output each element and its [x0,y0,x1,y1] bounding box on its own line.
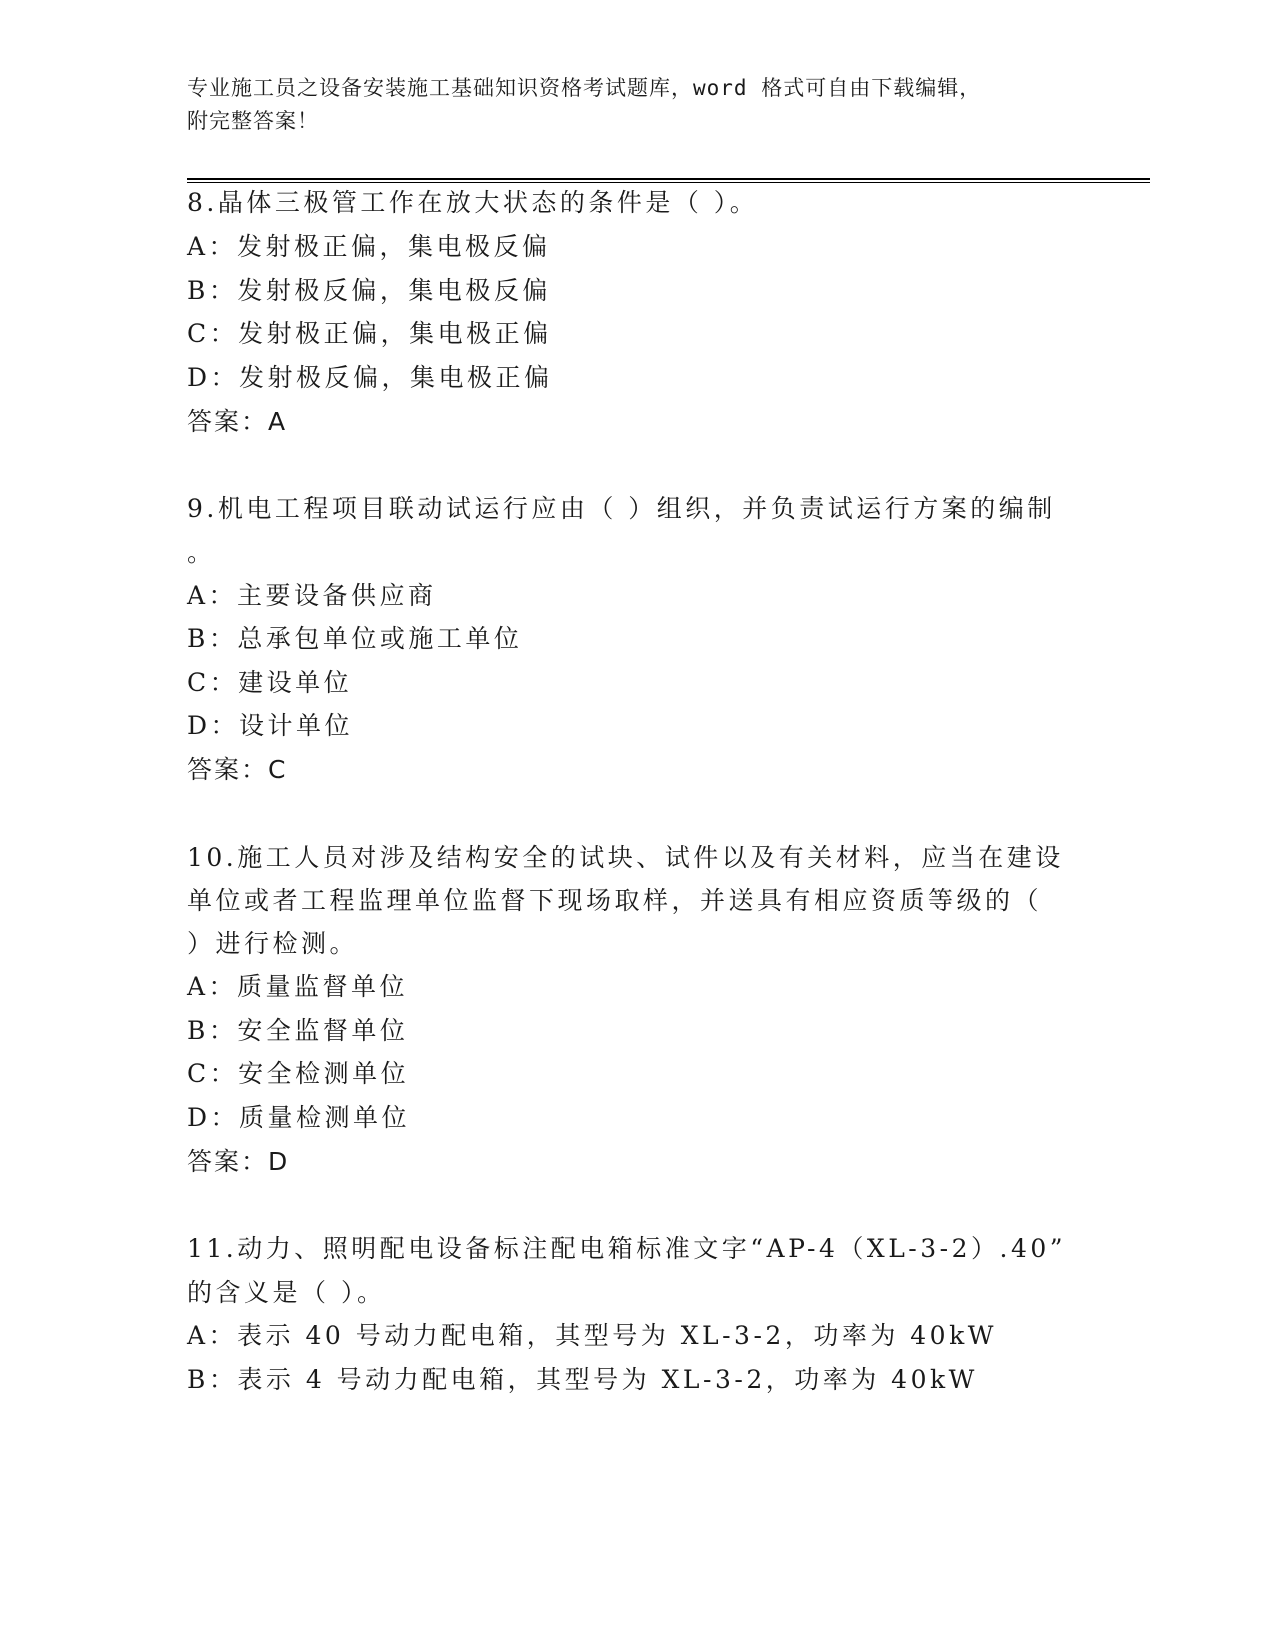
question-11-text-line-2: 的含义是（ ）。 [187,1278,386,1307]
question-9-option-d: D：设计单位 [187,711,354,740]
question-9-option-c: C：建设单位 [187,668,353,697]
header-line-2: 附完整答案！ [187,109,319,133]
question-8-text: 8.晶体三极管工作在放大状态的条件是（ ）。 [187,188,759,217]
question-9-option-a: A：主要设备供应商 [187,581,437,610]
question-11-option-a: A：表示 40 号动力配电箱，其型号为 XL-3-2，功率为 40kW [187,1321,997,1350]
question-11-option-b: B：表示 4 号动力配电箱，其型号为 XL-3-2，功率为 40kW [187,1365,978,1394]
question-10-option-c: C：安全检测单位 [187,1059,410,1088]
question-10-answer: 答案：D [187,1147,290,1176]
question-10-option-a: A：质量监督单位 [187,972,409,1001]
document-header [187,72,1067,138]
header-divider-thick [187,178,1150,180]
question-8-option-b: B：发射极反偏，集电极反偏 [187,276,551,305]
question-10-text-line-1: 10.施工人员对涉及结构安全的试块、试件以及有关材料，应当在建设 [187,843,1064,872]
question-10-option-b: B：安全监督单位 [187,1016,409,1045]
question-8-option-d: D：发射极反偏，集电极正偏 [187,363,553,392]
question-8-option-a: A：发射极正偏，集电极反偏 [187,232,551,261]
question-10-text-line-3: ）进行检测。 [187,929,359,958]
question-9-answer: 答案：C [187,755,288,784]
question-9-option-b: B：总承包单位或施工单位 [187,624,523,653]
question-10-option-d: D：质量检测单位 [187,1103,411,1132]
question-9-text-line-1: 9.机电工程项目联动试运行应由（ ）组织，并负责试运行方案的编制 [187,494,1056,523]
header-line-1: 专业施工员之设备安装施工基础知识资格考试题库，word 格式可自由下载编辑， [187,76,982,100]
question-9-text-line-2: 。 [187,538,216,567]
header-divider-thin [187,182,1150,183]
question-8-answer: 答案：A [187,407,288,436]
question-10-text-line-2: 单位或者工程监理单位监督下现场取样，并送具有相应资质等级的（ [187,886,1043,915]
question-8-option-c: C：发射极正偏，集电极正偏 [187,319,552,348]
question-11-text-line-1: 11.动力、照明配电设备标注配电箱标准文字“AP-4（XL-3-2）.40” [187,1234,1067,1263]
